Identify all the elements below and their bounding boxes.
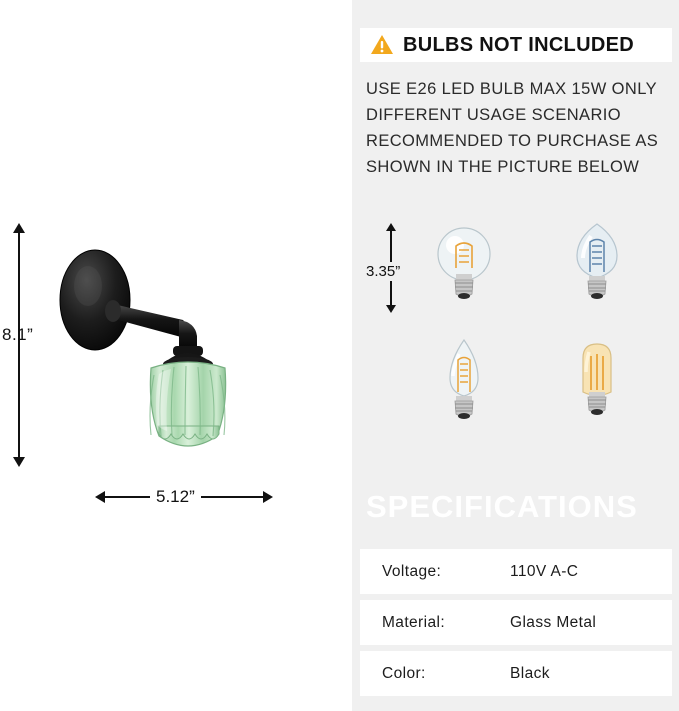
candle-bulb — [434, 338, 494, 438]
spec-value: 110V A-C — [510, 562, 579, 580]
specifications-heading: SPECIFICATIONS — [366, 489, 638, 524]
height-dimension-arrow — [18, 232, 20, 458]
warning-triangle-icon — [370, 34, 394, 56]
wall-sconce-illustration — [55, 228, 285, 478]
globe-bulb — [432, 220, 496, 316]
bulb-options-group — [352, 212, 679, 482]
spec-key: Voltage: — [382, 562, 442, 580]
spec-value: Black — [510, 664, 550, 682]
specifications-table — [360, 549, 672, 702]
bulb-height-label: 3.35” — [366, 263, 401, 280]
teardrop-bulb — [565, 220, 629, 316]
product-info-panel — [352, 0, 679, 711]
table-row — [360, 651, 672, 696]
bulb-usage-note: USE E26 LED BULB MAX 15W ONLY DIFFERENT USAGE SCENARIO RECOMMENDED TO PURCHASE AS SHOWN IN THE PICTURE BELOW — [366, 80, 659, 176]
banner-title: BULBS NOT INCLUDED — [403, 33, 634, 56]
bulbs-not-included-banner — [360, 28, 672, 62]
table-row — [360, 549, 672, 594]
tubular-bulb — [567, 338, 627, 438]
spec-key: Material: — [382, 613, 446, 631]
spec-key: Color: — [382, 664, 426, 682]
width-dimension-label: 5.12” — [150, 487, 201, 507]
spec-value: Glass Metal — [510, 613, 597, 631]
table-row — [360, 600, 672, 645]
height-dimension-label: 8.1” — [2, 325, 34, 344]
